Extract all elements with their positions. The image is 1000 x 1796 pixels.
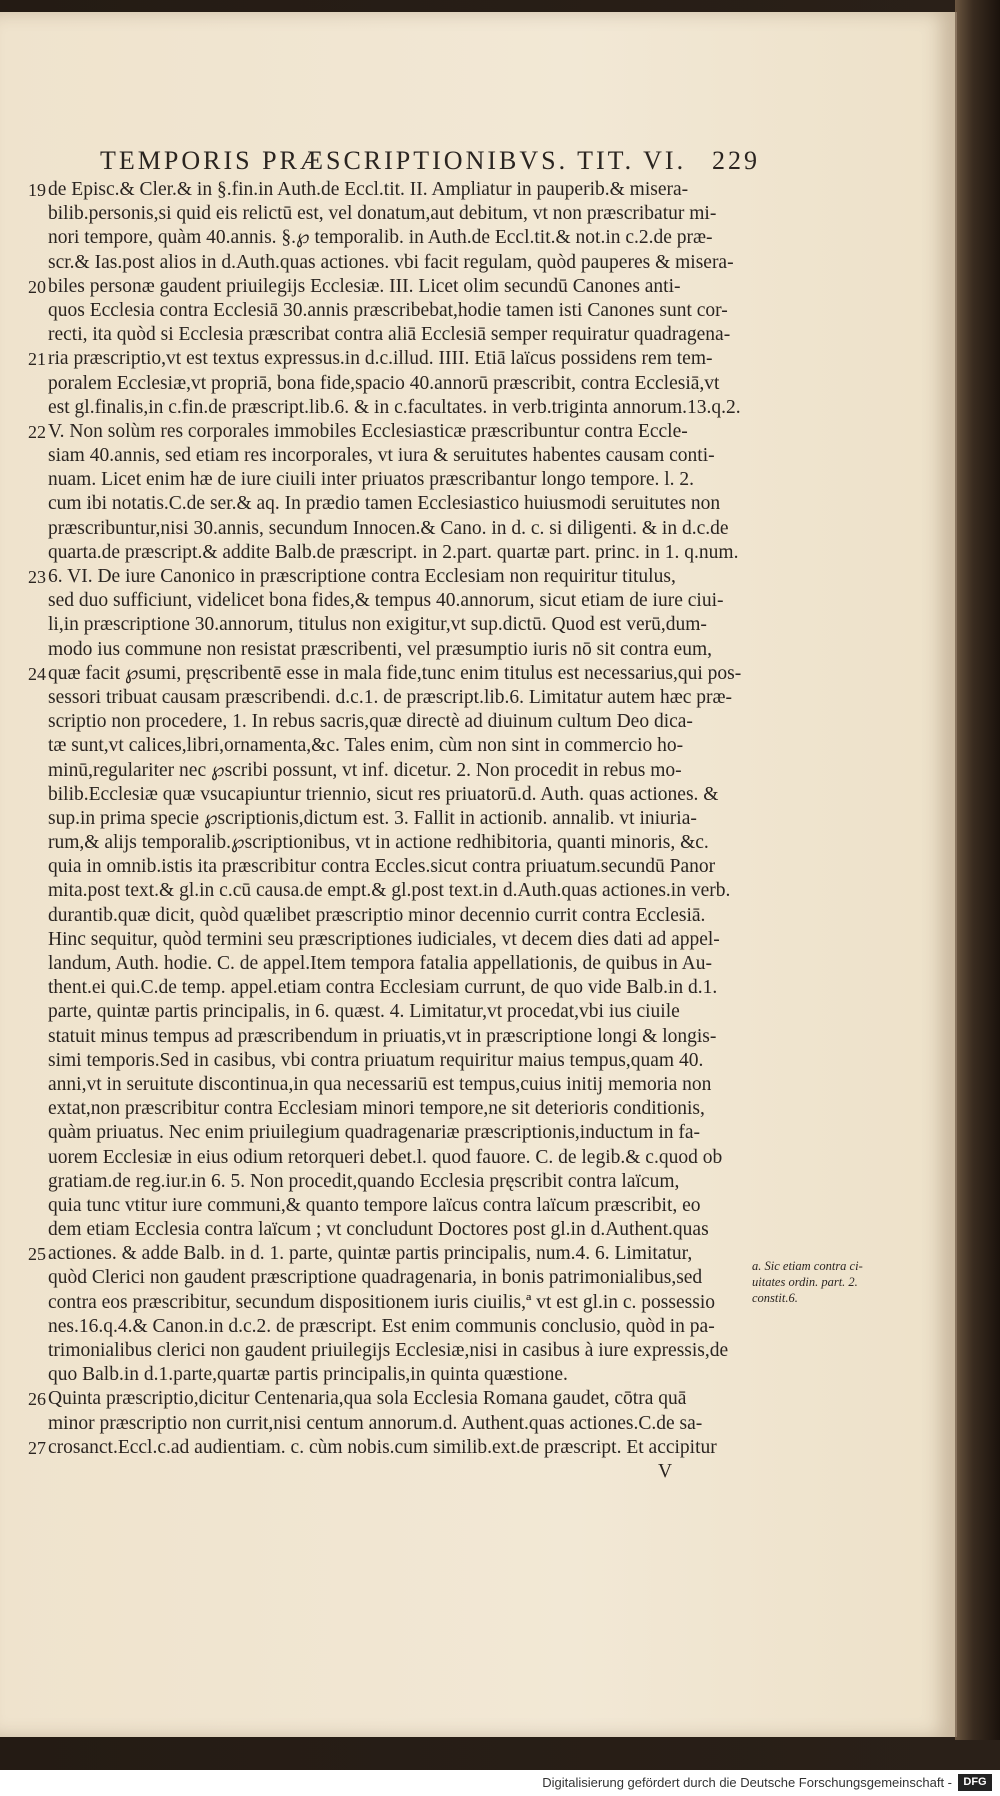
line-text: contra eos præscribitur, secundum dispositionem iuris ciuilis,ª vt est gl.in c. possessio (48, 1291, 715, 1313)
line-text: sed duo sufficiunt, videlicet bona fides,& tempus 40.annorum, sicut etiam de iure ciui- (48, 590, 724, 612)
line-text: anni,vt in seruitute discontinua,in qua necessariū est tempus,cuius initij memoria non (48, 1073, 712, 1095)
text-line (48, 323, 763, 347)
line-text: scr.& Ias.post alios in d.Auth.quas actiones. vbi facit regulam, quòd pauperes & misera- (48, 251, 734, 273)
text-line (48, 807, 763, 831)
text-line (48, 444, 763, 468)
text-line (48, 492, 763, 516)
line-text: li,in præscriptione 30.annorum, titulus non exigitur,vt sup.dictū. Quod est verū,dum- (48, 614, 707, 636)
line-text: 6. VI. De iure Canonico in præscriptione contra Ecclesiam non requiritur titulus, (48, 566, 676, 587)
line-text: siam 40.annis, sed etiam res incorporales, vt iura & seruitutes habentes causam conti- (48, 445, 715, 467)
line-text: nes.16.q.4.& Canon.in d.c.2. de præscript. Est enim communis conclusio, quòd in pa- (48, 1315, 715, 1337)
running-title: TEMPORIS PRÆSCRIPTIONIBVS. TIT. VI. (100, 146, 687, 175)
text-line (48, 710, 763, 734)
text-line (48, 517, 763, 541)
line-text: simi temporis.Sed in casibus, vbi contra priuatum requiritur maius tempus,quam 40. (48, 1049, 704, 1071)
text-line (48, 589, 763, 613)
line-text: scriptio non procedere, 1. In rebus sacris,quæ directè ad diuinum cultum Deo dica- (48, 711, 693, 733)
text-line (48, 1315, 763, 1339)
section-number: 26 (28, 1389, 46, 1410)
section-number: 24 (28, 663, 46, 684)
text-line (48, 686, 763, 710)
text-line (48, 299, 763, 323)
section-number: 23 (28, 567, 46, 587)
line-text: poralem Ecclesiæ,vt propriā, bona fide,spacio 40.annorū præscribit, contra Ecclesiā,vt (48, 372, 720, 394)
text-line (48, 396, 763, 420)
line-text: præscribuntur,nisi 30.annis, secundum Innocen.& Cano. in d. c. si diligenti. & in d.c.de (48, 517, 729, 539)
line-text: bilib.Ecclesiæ quæ vsucapiuntur triennio, sicut res priuatorū.d. Auth. quas actiones. & (48, 783, 719, 805)
line-text: est gl.finalis,in c.fin.de præscript.lib.6. & in c.facultates. in verb.triginta annorum.13.q.2. (48, 396, 741, 418)
line-text: dem etiam Ecclesia contra laïcum ; vt concludunt Doctores post gl.in d.Authent.quas (48, 1219, 709, 1241)
line-text: quos Ecclesia contra Ecclesiā 30.annis præscribebat,hodie tamen isti Canones sunt cor- (48, 299, 728, 321)
text-line (28, 565, 763, 589)
line-text: crosanct.Eccl.c.ad audientiam. c. cùm nobis.cum similib.ext.de præscript. Et accipitur (48, 1436, 717, 1458)
text-line (28, 1387, 763, 1411)
line-text: gratiam.de reg.iur.in 6. 5. Non procedit,quando Ecclesia pręscribit contra laïcum, (48, 1170, 680, 1192)
text-line (48, 1000, 763, 1024)
text-line (48, 1363, 763, 1387)
text-line (48, 783, 763, 807)
text-line (28, 275, 763, 299)
text-line (48, 1097, 763, 1121)
text-line (48, 613, 763, 637)
line-text: biles personæ gaudent priuilegijs Ecclesiæ. III. Licet olim secundū Canones anti- (48, 275, 681, 297)
text-line (28, 420, 763, 444)
section-number: 25 (28, 1244, 46, 1265)
line-text: modo ius commune non resistat præscribenti, vel præsumptio iuris nō sit contra eum, (48, 638, 712, 660)
line-text: quarta.de præscript.& addite Balb.de præscript. in 2.part. quartæ part. princ. in 1. q.num. (48, 541, 739, 563)
line-text: parte, quintæ partis principalis, in 6. quæst. 4. Limitatur,vt procedat,vbi ius ciuile (48, 1001, 680, 1023)
line-text: quia tunc vtitur iure communi,& quanto tempore laïcus contra laïcum præscribit, eo (48, 1194, 701, 1216)
line-text: Hinc sequitur, quòd termini seu præscriptiones iudiciales, vt decem dies dati ad appel- (48, 928, 720, 950)
text-line (48, 976, 763, 1000)
text-line (48, 952, 763, 976)
text-line (48, 831, 763, 855)
section-number: 22 (28, 421, 46, 442)
catchword (48, 1460, 763, 1484)
line-text: statuit minus tempus ad præscribendum in priuatis,vt in præscriptione longi & longis- (48, 1025, 717, 1047)
text-line (48, 1291, 763, 1315)
line-text: bilib.personis,si quid eis relictū est, vel donatum,aut debitum, vt non præscribatur mi- (48, 203, 717, 225)
footer-bar (0, 1770, 1000, 1796)
text-line (48, 1025, 763, 1049)
line-text: nuam. Licet enim hæ de iure ciuili inter priuatos præscribantur longo tempore. l. 2. (48, 469, 695, 491)
text-line (48, 541, 763, 565)
text-line (48, 1073, 763, 1097)
text-line (48, 372, 763, 396)
text-line (48, 202, 763, 226)
line-text: uorem Ecclesiæ in eius odium retorqueri debet.l. quod fauore. C. de legib.& c.quod ob (48, 1146, 723, 1168)
text-line (48, 1146, 763, 1170)
line-text: landum, Auth. hodie. C. de appel.Item tempora fatalia appellationis, de quibus in Au- (48, 953, 712, 974)
text-line (48, 855, 763, 879)
line-text: extat,non præscribitur contra Ecclesiam minori tempore,ne sit deterioris conditionis, (48, 1098, 705, 1120)
text-line (48, 638, 763, 662)
text-line (48, 226, 763, 250)
running-header (100, 146, 760, 176)
catchword-text: V (658, 1460, 673, 1482)
text-line (48, 1049, 763, 1073)
line-text: ria præscriptio,vt est textus expressus.in d.c.illud. IIII. Etiā laïcus possidens rem tem- (48, 348, 713, 370)
text-line (48, 1170, 763, 1194)
text-line (48, 1218, 763, 1242)
line-text: rum,& alijs temporalib.℘scriptionibus, vt in actione redhibitoria, quanti minoris, &c. (48, 832, 709, 854)
text-line (28, 178, 763, 202)
line-text: V. Non solùm res corporales immobiles Ecclesiasticæ præscribuntur contra Eccle- (48, 420, 688, 442)
text-line (48, 251, 763, 275)
section-number: 27 (28, 1437, 46, 1458)
page-edge (955, 0, 1000, 1740)
line-text: thent.ei qui.C.de temp. appel.etiam contra Ecclesiam currunt, de quo vide Balb.in d.1. (48, 977, 718, 999)
text-line (48, 1339, 763, 1363)
text-line (28, 347, 763, 371)
text-line (48, 1121, 763, 1145)
line-text: tæ sunt,vt calices,libri,ornamenta,&c. Tales enim, cùm non sint in commercio ho- (48, 735, 684, 757)
text-line (48, 1412, 763, 1436)
margin-note: a. Sic etiam contra ci-uitates ordin. part. 2. constit.6. (752, 1259, 863, 1305)
funding-credit: Digitalisierung gefördert durch die Deutsche Forschungsgemeinschaft - (542, 1775, 952, 1790)
text-line (28, 1436, 763, 1460)
text-line (48, 928, 763, 952)
line-text: quæ facit ℘sumi, pręscribentē esse in mala fide,tunc enim titulus est necessarius,qui pos- (48, 662, 742, 684)
line-text: sessori tribuat causam præscribendi. d.c.1. de præscript.lib.6. Limitatur autem hæc præ- (48, 686, 732, 708)
page-number: 229 (712, 146, 760, 175)
text-line (48, 904, 763, 928)
text-line (48, 468, 763, 492)
line-text: minū,regulariter nec ℘scribi possunt, vt inf. dicetur. 2. Non procedit in rebus mo- (48, 759, 682, 781)
line-text: nori tempore, quàm 40.annis. §.℘ temporalib. in Auth.de Eccl.tit.& not.in c.2.de præ- (48, 227, 713, 249)
text-line (48, 759, 763, 783)
line-text: sup.in prima specie ℘scriptionis,dictum est. 3. Fallit in actionib. annalib. vt iniuria- (48, 807, 697, 829)
text-line (28, 662, 763, 686)
line-text: de Episc.& Cler.& in §.fin.in Auth.de Eccl.tit. II. Ampliatur in pauperib.& misera- (48, 179, 689, 200)
line-text: minor præscriptio non currit,nisi centum annorum.d. Authent.quas actiones.C.de sa- (48, 1412, 703, 1434)
line-text: quàm priuatus. Nec enim priuilegium quadragenariæ præscriptionis,inductum in fa- (48, 1122, 701, 1144)
line-text: mita.post text.& gl.in c.cū causa.de empt.& gl.post text.in d.Auth.quas actiones.in verb. (48, 880, 731, 902)
text-line (48, 1194, 763, 1218)
text-line (28, 1242, 763, 1266)
line-text: quo Balb.in d.1.parte,quartæ partis principalis,in quinta quæstione. (48, 1364, 568, 1386)
line-text: quia in omnib.istis ita præscribitur contra Eccles.sicut contra priuatum.secundū Panor (48, 856, 716, 878)
line-text: Quinta præscriptio,dicitur Centenaria,qua sola Ecclesia Romana gaudet, cōtra quā (48, 1388, 687, 1410)
line-text: cum ibi notatis.C.de ser.& aq. In prædio tamen Ecclesiastico huiusmodi seruitutes non (48, 493, 721, 515)
line-text: durantib.quæ dicit, quòd quælibet præscriptio minor decennio currit contra Ecclesiā. (48, 904, 706, 926)
line-text: recti, ita quòd si Ecclesia præscribat contra aliā Ecclesiā semper requiratur quadragena- (48, 324, 731, 346)
section-number: 20 (28, 276, 46, 297)
text-line (48, 734, 763, 758)
line-text: quòd Clerici non gaudent præscriptione quadragenaria, in bonis patrimonialibus,sed (48, 1267, 703, 1289)
body-text (28, 178, 763, 1484)
section-number: 19 (28, 180, 46, 200)
text-line (48, 879, 763, 903)
section-number: 21 (28, 349, 46, 370)
line-text: trimonialibus clerici non gaudent priuilegijs Ecclesiæ,nisi in casibus à iure expressis,de (48, 1340, 729, 1361)
dfg-logo: DFG (958, 1774, 992, 1791)
text-line (48, 1266, 763, 1290)
line-text: actiones. & adde Balb. in d. 1. parte, quintæ partis principalis, num.4. 6. Limitatur, (48, 1243, 693, 1265)
